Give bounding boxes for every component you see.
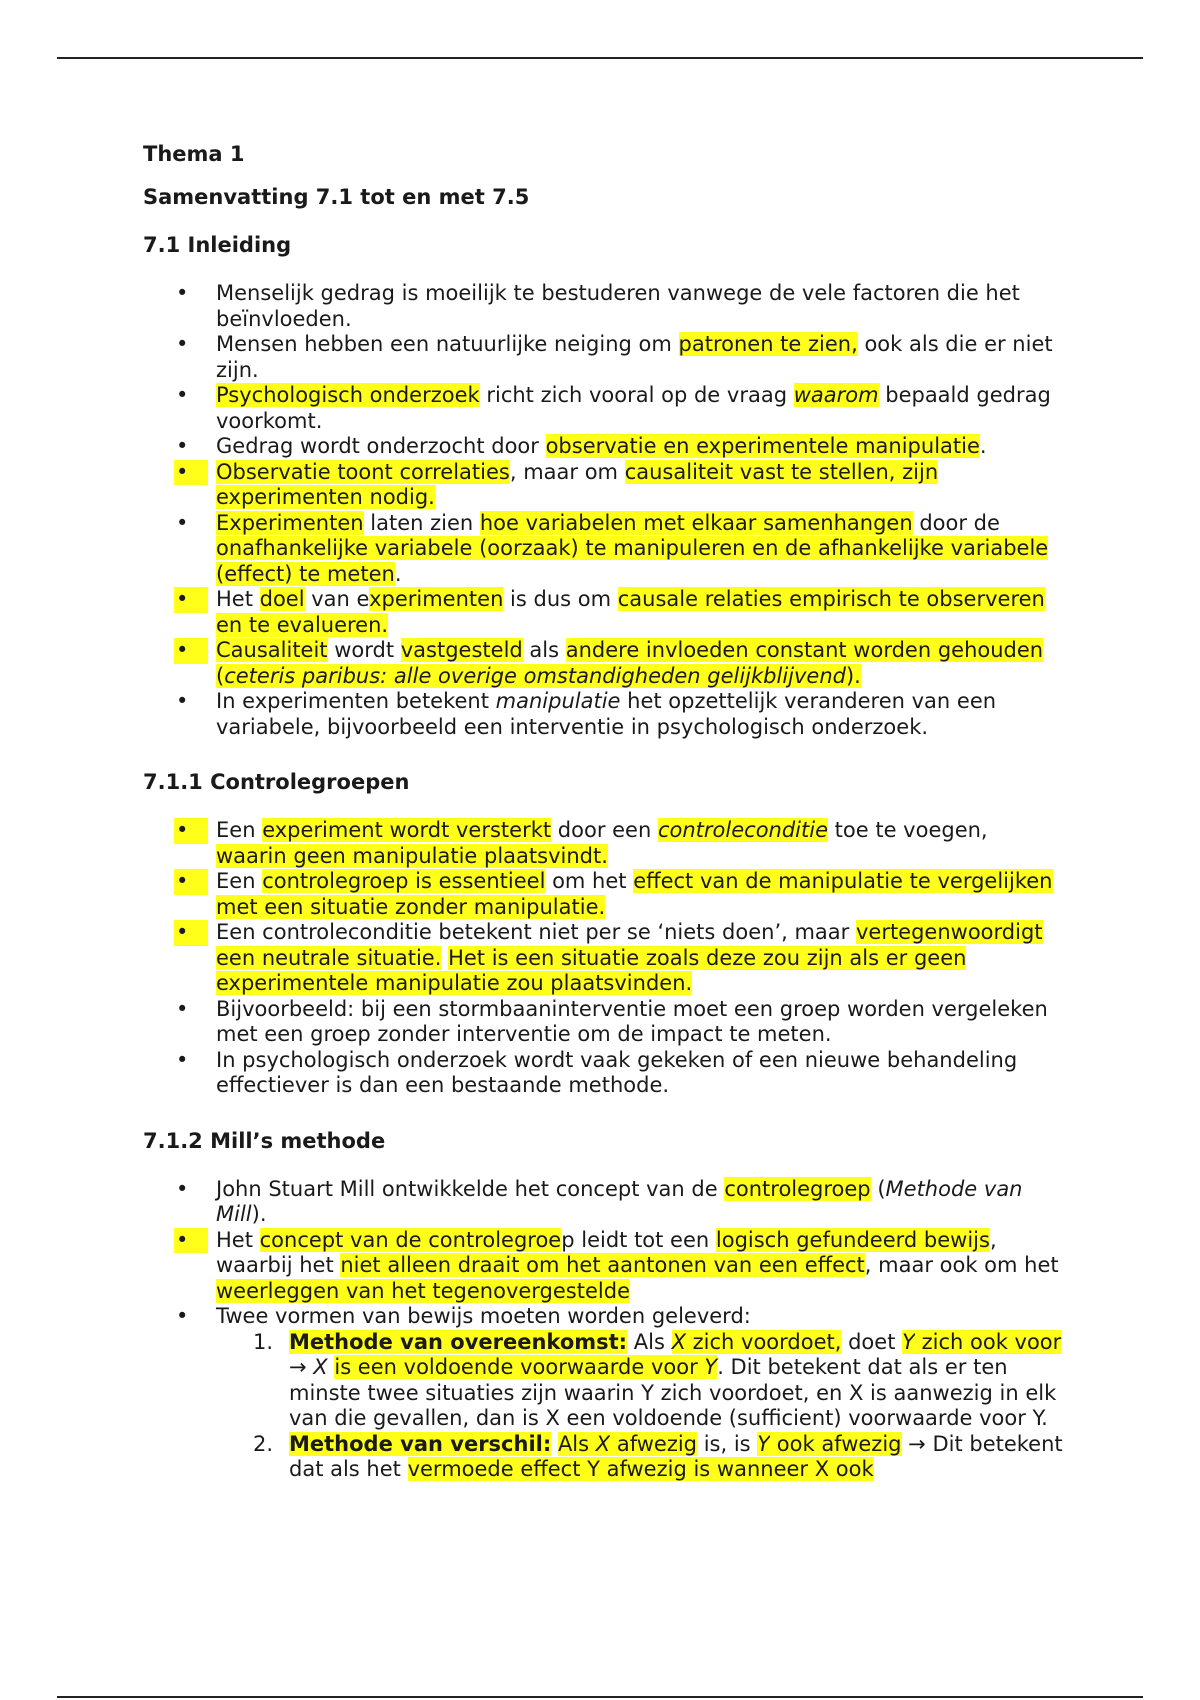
text-segment: afwezig <box>610 1431 698 1456</box>
text-segment: doel <box>259 587 305 611</box>
text-segment: Y <box>902 1329 915 1354</box>
text-segment: logisch gefundeerd bewijs <box>715 1227 990 1252</box>
text-segment: ). <box>845 663 861 688</box>
numbered-item <box>216 1330 1063 1432</box>
text-segment: is een voldoende voorwaarde voor <box>334 1355 705 1379</box>
text-segment: doet <box>841 1329 903 1354</box>
text-segment: Mensen hebben een natuurlijke neiging om <box>216 332 679 356</box>
text-segment: zich ook voor <box>914 1329 1062 1354</box>
numbered-item <box>216 1432 1063 1483</box>
text-segment: wordt <box>327 638 401 662</box>
text-segment: als <box>522 638 566 662</box>
text-segment: hoe variabelen met elkaar samenhangen <box>479 510 913 535</box>
text-segment: zich voordoet, <box>685 1329 842 1354</box>
list-item <box>143 818 1063 869</box>
text-segment: ook afwezig <box>770 1431 902 1456</box>
bullet-list <box>143 818 1063 1099</box>
section-heading: 7.1.2 Mill’s methode <box>143 1128 386 1153</box>
list-item <box>143 997 1063 1048</box>
section-heading: 7.1.1 Controlegroepen <box>143 770 410 794</box>
text-segment: waarin geen manipulatie plaatsvindt. <box>216 843 608 868</box>
text-segment: Methode van overeenkomst: <box>289 1329 628 1354</box>
list-item <box>143 460 1063 511</box>
text-segment: niet alleen draait om het aantonen van een effect <box>340 1253 865 1277</box>
text-segment: causale relaties empirisch te observeren en te evalueren. <box>216 587 1045 637</box>
item-number: 2. <box>253 1431 274 1456</box>
text-segment: waarom <box>793 383 879 407</box>
text-segment: p leidt tot een <box>561 1227 716 1252</box>
text-segment: Causaliteit <box>216 638 328 662</box>
text-segment: Experimenten <box>216 510 364 535</box>
text-segment: → <box>289 1355 314 1379</box>
text-segment: X <box>671 1329 686 1354</box>
text-segment: door de <box>912 510 1000 535</box>
text-segment: door een <box>551 818 658 842</box>
text-segment: van e <box>304 587 370 611</box>
text-segment: , waarbij het <box>216 1227 997 1277</box>
text-segment: controlegroep is essentieel <box>262 869 546 893</box>
list-item <box>143 638 1063 689</box>
text-segment: In experimenten betekent <box>216 689 496 713</box>
list-item <box>143 434 1063 460</box>
text-segment: Het <box>216 587 260 611</box>
text-segment: concept van de controlegroe <box>259 1227 562 1252</box>
text-segment: X <box>313 1355 328 1379</box>
text-segment: Psychologisch onderzoek <box>216 383 480 407</box>
list-item <box>143 1304 1063 1483</box>
text-segment: Gedrag wordt onderzocht door <box>216 434 546 458</box>
text-segment: xperimenten <box>369 587 504 611</box>
text-segment: Een controleconditie betekent niet per se ‘niets doen’, maar <box>216 920 856 944</box>
text-segment: . <box>394 561 402 586</box>
header-rule <box>57 57 1143 59</box>
text-segment: Als <box>627 1329 672 1354</box>
text-segment: ( <box>870 1176 886 1201</box>
sections-container <box>143 231 1063 1483</box>
text-segment: causaliteit vast te stellen, zijn experimenten nodig. <box>216 459 939 509</box>
text-segment: Een <box>216 818 263 842</box>
bullet-list <box>143 281 1063 740</box>
text-segment: experiment wordt versterkt <box>262 818 552 842</box>
text-segment: is dus om <box>503 587 618 611</box>
text-segment: Methode van verschil: <box>289 1431 552 1456</box>
text-segment: Y <box>757 1431 771 1456</box>
document-body <box>143 140 1063 1511</box>
list-item <box>143 869 1063 920</box>
text-segment: controlegroep <box>724 1176 871 1201</box>
text-segment: onafhankelijke variabele (oorzaak) te manipuleren en de afhankelijke variabele (effect) te meten <box>216 536 1049 586</box>
text-segment: controleconditie <box>657 818 828 842</box>
text-segment: om het <box>545 869 634 893</box>
text-segment: ook als die er niet zijn. <box>216 332 1053 382</box>
text-segment: → Dit betekent dat als het <box>289 1431 1063 1481</box>
list-item <box>143 1177 1063 1228</box>
text-segment: manipulatie <box>495 689 621 713</box>
list-item <box>143 920 1063 997</box>
text-segment <box>551 1432 558 1456</box>
document-title: Thema 1 <box>143 142 245 166</box>
list-item <box>143 332 1063 383</box>
text-segment: vertegenwoordigt een neutrale situatie. <box>216 920 1043 970</box>
text-segment: Als <box>557 1431 596 1456</box>
text-segment: Menselijk gedrag is moeilijk te bestuderen vanwege de vele factoren die het beïnvloeden. <box>216 281 1020 331</box>
text-segment: Het <box>216 1227 260 1252</box>
text-segment: Observatie toont correlaties <box>216 459 510 484</box>
text-segment: Y <box>704 1355 718 1379</box>
text-segment: Het is een situatie zoals deze zou zijn als er geen experimentele manipulatie zou plaatsvinden. <box>216 945 967 995</box>
text-segment: patronen te zien, <box>678 332 858 356</box>
text-segment: bepaald gedrag voorkomt. <box>216 383 1051 433</box>
list-item <box>143 1228 1063 1305</box>
list-item <box>143 383 1063 434</box>
text-segment: , maar om <box>509 459 625 484</box>
section-heading: 7.1 Inleiding <box>143 233 292 257</box>
text-segment: is, is <box>697 1431 758 1456</box>
bullet-list <box>143 1177 1063 1483</box>
list-item <box>143 689 1063 740</box>
text-segment: Twee vormen van bewijs moeten worden geleverd: <box>216 1304 751 1328</box>
text-segment: . <box>979 434 987 458</box>
text-segment: John Stuart Mill ontwikkelde het concept van de <box>216 1176 725 1201</box>
text-segment: , maar ook om het <box>864 1253 1059 1277</box>
text-segment: ). <box>251 1202 267 1226</box>
text-segment: In psychologisch onderzoek wordt vaak gekeken of een nieuwe behandeling effectiever is dan een bestaande methode. <box>216 1047 1018 1097</box>
text-segment: vastgesteld <box>400 638 523 662</box>
text-segment: andere invloeden constant worden gehouden ( <box>216 638 1044 688</box>
text-segment: observatie en experimentele manipulatie <box>545 434 980 458</box>
item-number: 1. <box>253 1329 274 1354</box>
list-item <box>143 1048 1063 1099</box>
list-item <box>143 587 1063 638</box>
text-segment: Methode van Mill <box>216 1176 1023 1226</box>
list-item <box>143 281 1063 332</box>
list-item <box>143 511 1063 588</box>
text-segment: X <box>595 1431 611 1456</box>
text-segment: vermoede effect Y afwezig is wanneer X ook <box>407 1457 874 1481</box>
text-segment: richt zich vooral op de vraag <box>479 383 794 407</box>
text-segment: effect van de manipulatie te vergelijken met een situatie zonder manipulatie. <box>216 869 1053 919</box>
text-segment: het opzettelijk veranderen van een variabele, bijvoorbeeld een interventie in psychologisch onderzoek. <box>216 689 997 739</box>
text-segment: toe te voegen, <box>828 818 988 842</box>
document-subtitle: Samenvatting 7.1 tot en met 7.5 <box>143 185 530 209</box>
text-segment: weerleggen van het tegenovergestelde <box>216 1278 630 1303</box>
text-segment: laten zien <box>363 510 480 535</box>
footer-rule <box>57 1696 1143 1698</box>
numbered-list <box>216 1330 1063 1483</box>
text-segment: Bijvoorbeeld: bij een stormbaaninterventie moet een groep worden vergeleken met een groep zonder interventie om de impact te meten. <box>216 996 1048 1046</box>
text-segment: ceteris paribus: alle overige omstandigheden gelijkblijvend <box>224 663 846 688</box>
text-segment: . Dit betekent dat als er ten minste twee situaties zijn waarin Y zich voordoet, en X is aanwezig in elk van die gevallen, dan is X een voldoende (sufficient) voorwaarde voor Y. <box>289 1355 1057 1430</box>
text-segment: Een <box>216 869 263 893</box>
